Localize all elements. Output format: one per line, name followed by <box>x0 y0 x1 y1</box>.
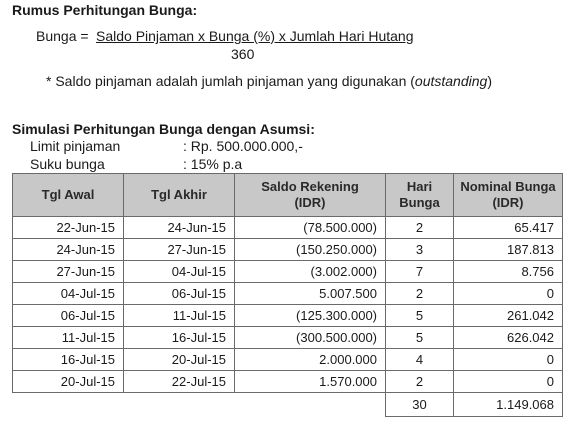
cell-days: 2 <box>386 283 454 305</box>
formula-denominator: 360 <box>231 46 255 62</box>
cell-end-date: 04-Jul-15 <box>124 261 235 283</box>
cell-interest: 0 <box>454 371 563 393</box>
header-balance: Saldo Rekening (IDR) <box>235 174 386 217</box>
cell-days: 3 <box>386 239 454 261</box>
total-interest: 1.149.068 <box>454 393 563 417</box>
interest-simulation-table <box>12 173 563 417</box>
assumption-limit-value: : Rp. 500.000.000,- <box>183 138 303 154</box>
cell-interest: 65.417 <box>454 217 563 239</box>
empty-cell <box>13 393 124 417</box>
cell-balance: (125.300.000) <box>235 305 386 327</box>
cell-interest: 0 <box>454 349 563 371</box>
cell-start-date: 27-Jun-15 <box>13 261 124 283</box>
cell-start-date: 22-Jun-15 <box>13 217 124 239</box>
assumption-rate-label: Suku bunga <box>30 156 105 172</box>
cell-days: 5 <box>386 327 454 349</box>
cell-balance: (150.250.000) <box>235 239 386 261</box>
cell-balance: (3.002.000) <box>235 261 386 283</box>
table-total-row <box>13 393 563 417</box>
cell-end-date: 27-Jun-15 <box>124 239 235 261</box>
header-start-date: Tgl Awal <box>13 174 124 217</box>
table-row <box>13 239 563 261</box>
table-row <box>13 217 563 239</box>
cell-balance: 1.570.000 <box>235 371 386 393</box>
cell-days: 7 <box>386 261 454 283</box>
cell-interest: 8.756 <box>454 261 563 283</box>
cell-end-date: 06-Jul-15 <box>124 283 235 305</box>
table-row <box>13 283 563 305</box>
header-end-date: Tgl Akhir <box>124 174 235 217</box>
table-header-row <box>13 174 563 217</box>
empty-cell <box>235 393 386 417</box>
footnote-italic: outstanding <box>414 73 488 89</box>
footnote <box>46 73 492 89</box>
cell-balance: 2.000.000 <box>235 349 386 371</box>
cell-balance: 5.007.500 <box>235 283 386 305</box>
cell-end-date: 24-Jun-15 <box>124 217 235 239</box>
assumption-rate-value: : 15% p.a <box>183 156 243 172</box>
cell-start-date: 20-Jul-15 <box>13 371 124 393</box>
header-days: Hari Bunga <box>386 174 454 217</box>
cell-start-date: 24-Jun-15 <box>13 239 124 261</box>
cell-interest: 187.813 <box>454 239 563 261</box>
cell-end-date: 20-Jul-15 <box>124 349 235 371</box>
table-row <box>13 305 563 327</box>
footnote-prefix: * Saldo pinjaman adalah jumlah pinjaman yang digunakan ( <box>46 73 415 89</box>
cell-start-date: 11-Jul-15 <box>13 327 124 349</box>
cell-interest: 626.042 <box>454 327 563 349</box>
formula-numerator: Saldo Pinjaman x Bunga (%) x Jumlah Hari Hutang <box>96 28 414 44</box>
cell-end-date: 16-Jul-15 <box>124 327 235 349</box>
header-interest: Nominal Bunga (IDR) <box>454 174 563 217</box>
cell-start-date: 04-Jul-15 <box>13 283 124 305</box>
cell-start-date: 06-Jul-15 <box>13 305 124 327</box>
cell-end-date: 22-Jul-15 <box>124 371 235 393</box>
cell-interest: 0 <box>454 283 563 305</box>
cell-end-date: 11-Jul-15 <box>124 305 235 327</box>
page-heading: Rumus Perhitungan Bunga: <box>12 2 198 18</box>
cell-start-date: 16-Jul-15 <box>13 349 124 371</box>
table-row <box>13 349 563 371</box>
simulation-title: Simulasi Perhitungan Bunga dengan Asumsi: <box>12 121 315 137</box>
cell-balance: (78.500.000) <box>235 217 386 239</box>
empty-cell <box>124 393 235 417</box>
cell-days: 2 <box>386 217 454 239</box>
cell-days: 5 <box>386 305 454 327</box>
cell-days: 4 <box>386 349 454 371</box>
assumption-limit-label: Limit pinjaman <box>30 138 121 154</box>
table-row <box>13 261 563 283</box>
formula-lhs: Bunga = <box>36 28 89 44</box>
table-row <box>13 371 563 393</box>
total-days: 30 <box>386 393 454 417</box>
table-row <box>13 327 563 349</box>
cell-balance: (300.500.000) <box>235 327 386 349</box>
cell-days: 2 <box>386 371 454 393</box>
cell-interest: 261.042 <box>454 305 563 327</box>
footnote-suffix: ) <box>487 73 492 89</box>
